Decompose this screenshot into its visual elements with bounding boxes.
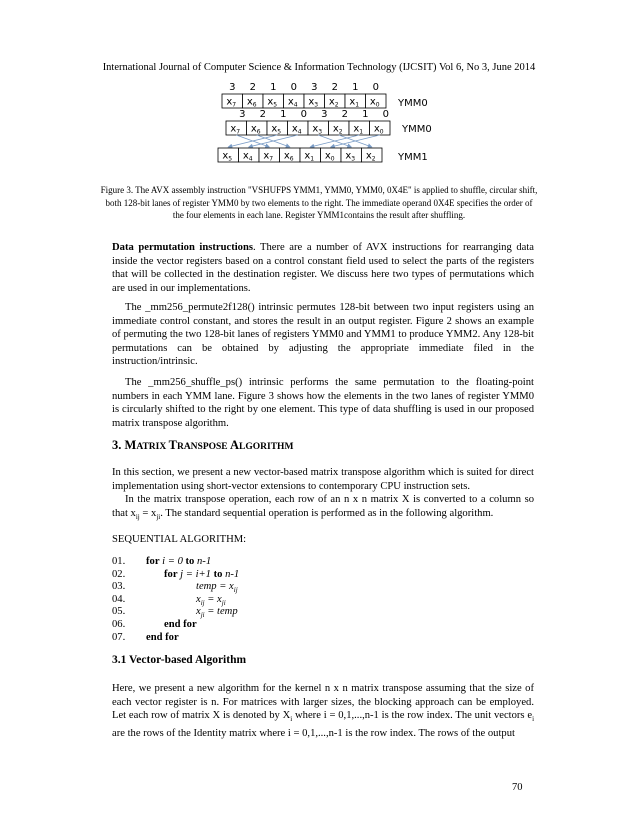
row3-cell-label: $x_1$ xyxy=(304,150,315,163)
row1-cell-label: $x_4$ xyxy=(287,96,298,109)
run-in-heading: Data permutation instructions xyxy=(112,242,253,253)
row1-register-name: YMM0 xyxy=(398,98,428,109)
row2-register-name: YMM0 xyxy=(402,124,432,135)
row3-register-cells xyxy=(218,148,382,163)
row3-cell-label: $x_2$ xyxy=(365,150,376,163)
lane-index-label: 1 xyxy=(280,109,287,120)
paragraph-transpose-definition: In the matrix transpose operation, each row of an n x n matrix X is converted to a column so that $x_{ij} = x_{ji}$. The standard sequential operation is performed as in the following algorithm. xyxy=(112,494,534,521)
running-header: International Journal of Computer Science & Information Technology (IJCSIT) Vol 6, No 3, June 2014 xyxy=(102,62,536,73)
lane-index-label: 3 xyxy=(321,109,328,120)
lane-index-label: 3 xyxy=(229,82,236,93)
row3-cell-label: $x_3$ xyxy=(345,150,356,163)
lane-index-label: 3 xyxy=(239,109,246,120)
lane-index-label: 2 xyxy=(259,109,266,120)
row1-cell-label: $x_5$ xyxy=(267,96,278,109)
row3-cell-label: $x_6$ xyxy=(283,150,294,163)
paragraph-data-permutation xyxy=(112,241,534,295)
row2-cell-label: $x_2$ xyxy=(332,123,343,136)
shuffle-arrow xyxy=(257,135,290,147)
algo-line-1: 01. for i = 0 to n-1 xyxy=(112,556,212,567)
algo-line-2: 02. for j = i+1 to n-1 xyxy=(112,568,240,580)
row2-cell-label: $x_1$ xyxy=(353,123,364,136)
shuffle-arrows xyxy=(228,135,380,147)
shuffle-arrow xyxy=(236,135,269,147)
sequential-algorithm-listing xyxy=(112,556,239,644)
lane-index-label: 0 xyxy=(290,82,297,93)
lane-index-label: 1 xyxy=(352,82,359,93)
algo-line-4: 04. $x_{ij} = x_{ji}$ xyxy=(112,593,226,607)
row2-cell-label: $x_3$ xyxy=(312,123,323,136)
row3-cell-label: $x_4$ xyxy=(242,150,253,163)
algo-line-5: 05. $x_{ji}$ = temp xyxy=(112,606,238,620)
paragraph-shuffle-ps: The _mm256_shuffle_ps() intrinsic performs the same permutation to the floating-point numbers in each YMM lane. Figure 3 shows how the elements in the two lanes of register YMM0 is circularly shifted to the right by one element. This type of data shuffling is used in our proposed matrix transpose algorithm. xyxy=(112,377,534,429)
row3-cell-label: $x_0$ xyxy=(324,150,335,163)
row2-register-cells xyxy=(226,121,390,136)
row2-cell-label: $x_0$ xyxy=(373,123,384,136)
row3-register-name: YMM1 xyxy=(398,152,428,163)
algo-line-3: 03. temp = $x_{ij}$ xyxy=(112,581,238,595)
row1-cell-label: $x_0$ xyxy=(369,96,380,109)
lane-index-label: 0 xyxy=(300,109,307,120)
row1-lane-indices xyxy=(229,82,379,93)
row2-cell-label: $x_6$ xyxy=(250,123,261,136)
lane-index-label: 2 xyxy=(249,82,256,93)
figure-3-diagram xyxy=(0,80,638,180)
row1-cell-label: $x_2$ xyxy=(328,96,339,109)
lane-index-label: 3 xyxy=(311,82,318,93)
row1-cell-label: $x_1$ xyxy=(349,96,360,109)
row2-cell-label: $x_7$ xyxy=(230,123,241,136)
lane-index-label: 0 xyxy=(382,109,389,120)
row2-cell-label: $x_5$ xyxy=(271,123,282,136)
row1-cell-label: $x_6$ xyxy=(246,96,257,109)
row1-cell-label: $x_3$ xyxy=(308,96,319,109)
paragraph-vector-algorithm: Here, we present a new algorithm for the kernel n x n matrix transpose assuming that the size of each vector register is n. For matrices with larger sizes, the blocking approach can be employed. Let each row of matrix X is denoted by $X_i$ where i = 0,1,...,n-1 is the row index. The unit vectors $e_i$ are the rows of the Identity matrix where i = 0,1,...,n-1 is the row index. The rows of the output xyxy=(112,683,535,739)
row2-lane-indices xyxy=(239,109,389,120)
row1-cell-label: $x_7$ xyxy=(226,96,237,109)
shuffle-arrow xyxy=(318,135,351,147)
paragraph-text: . There are a number of AVX instructions for rearranging data inside the vector registers based on a control constant field used to select the parts of the registers that will be collected in the destination register. We discuss here two types of permutations which are used in our implementations. xyxy=(112,242,534,294)
row3-cell-label: $x_5$ xyxy=(222,150,233,163)
shuffle-arrow xyxy=(339,135,372,147)
lane-index-label: 1 xyxy=(270,82,277,93)
row2-cell-label: $x_4$ xyxy=(291,123,302,136)
row3-cell-label: $x_7$ xyxy=(263,150,274,163)
row1-register-cells xyxy=(222,94,386,109)
lane-index-label: 2 xyxy=(331,82,338,93)
section-3-heading: 3. MATRIX TRANSPOSE ALGORITHM xyxy=(112,438,294,452)
paragraph-permute2f128: The _mm256_permute2f128() intrinsic permutes 128-bit between two input registers using an immediate control constant, and stores the result in an output register. Figure 2 shows an example of permuting the two 128-bit lanes of registers YMM0 and YMM1 to produce YMM2. Any 128-bit permutations can be obtained by adjusting the appropriate immediate filed in the instruction/intrinsic. xyxy=(112,302,534,367)
lane-index-label: 0 xyxy=(372,82,379,93)
paragraph-section-intro: In this section, we present a new vector-based matrix transpose algorithm which is suited for direct implementation using short-vector extensions to contemporary CPU instruction sets. xyxy=(112,467,534,492)
sequential-algorithm-title: SEQUENTIAL ALGORITHM: xyxy=(112,534,247,545)
algo-line-7: 07. end for xyxy=(112,631,179,643)
page-number: 70 xyxy=(512,782,523,793)
lane-index-label: 2 xyxy=(341,109,348,120)
section-3-1-heading: 3.1 Vector-based Algorithm xyxy=(112,654,247,666)
lane-index-label: 1 xyxy=(362,109,369,120)
algo-line-6: 06. end for xyxy=(112,618,197,630)
figure-caption: Figure 3. The AVX assembly instruction "VSHUFPS YMM1, YMM0, YMM0, 0X4E" is applied to shuffle, circular shift, both 128-bit lanes of register YMM0 by two elements to the right. The immediate operand 0X4E specifies the order of the four elements in each lane. Register YMM1contains the result after shuffling. xyxy=(100,185,538,220)
